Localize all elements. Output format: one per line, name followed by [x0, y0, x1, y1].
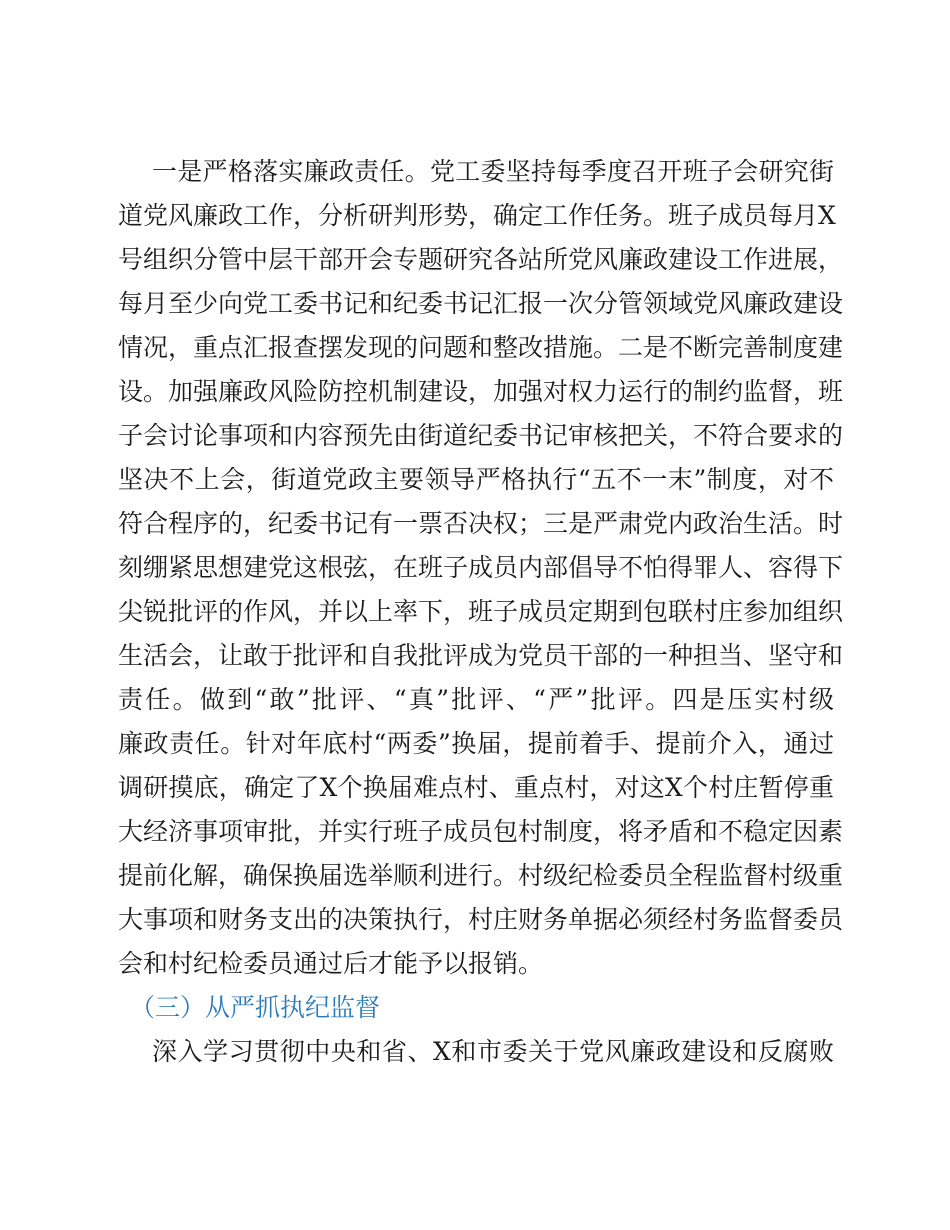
body-text-line: 刻绷紧思想建党这根弦，在班子成员内部倡导不怕得罪人、容得下: [118, 553, 844, 582]
body-text-line: 每月至少向党工委书记和纪委书记汇报一次分管领域党风廉政建设: [118, 289, 844, 318]
body-text-line: 大经济事项审批，并实行班子成员包村制度，将矛盾和不稳定因素: [118, 817, 844, 846]
body-text-line: 符合程序的，纪委书记有一票否决权；三是严肃党内政治生活。时: [118, 509, 844, 538]
body-text-line: 子会讨论事项和内容预先由街道纪委书记审核把关，不符合要求的: [118, 421, 844, 450]
body-text-line: 会和村纪检委员通过后才能予以报销。: [118, 949, 544, 978]
body-text-line: 坚决不上会，街道党政主要领导严格执行“五不一末”制度，对不: [118, 465, 834, 494]
body-text-line: 情况，重点汇报查摆发现的问题和整改措施。二是不断完善制度建: [118, 333, 844, 362]
body-text-line: 责任。做到“敢”批评、“真”批评、“严”批评。四是压实村级: [118, 685, 834, 714]
body-text-line: 深入学习贯彻中央和省、X和市委关于党风廉政建设和反腐败: [152, 1037, 834, 1066]
body-text-line: 廉政责任。针对年底村“两委”换届，提前着手、提前介入，通过: [118, 729, 834, 758]
body-text-line: 生活会，让敢于批评和自我批评成为党员干部的一种担当、坚守和: [118, 641, 844, 670]
body-text-line: 尖锐批评的作风，并以上率下，班子成员定期到包联村庄参加组织: [118, 597, 844, 626]
body-text-line: 号组织分管中层干部开会专题研究各站所党风廉政建设工作进展，: [118, 245, 844, 274]
body-text-line: 提前化解，确保换届选举顺利进行。村级纪检委员全程监督村级重: [118, 861, 844, 890]
body-text-line: 道党风廉政工作，分析研判形势，确定工作任务。班子成员每月X: [118, 201, 836, 230]
body-text-line: 调研摸底，确定了X个换届难点村、重点村，对这X个村庄暂停重: [118, 773, 834, 802]
section-heading: （三）从严抓执纪监督: [130, 993, 381, 1022]
body-text-line: 大事项和财务支出的决策执行，村庄财务单据必须经村务监督委员: [118, 905, 844, 934]
body-text-line: 设。加强廉政风险防控机制建设，加强对权力运行的制约监督，班: [118, 377, 844, 406]
body-text-line: 一是严格落实廉政责任。党工委坚持每季度召开班子会研究街: [152, 157, 834, 186]
